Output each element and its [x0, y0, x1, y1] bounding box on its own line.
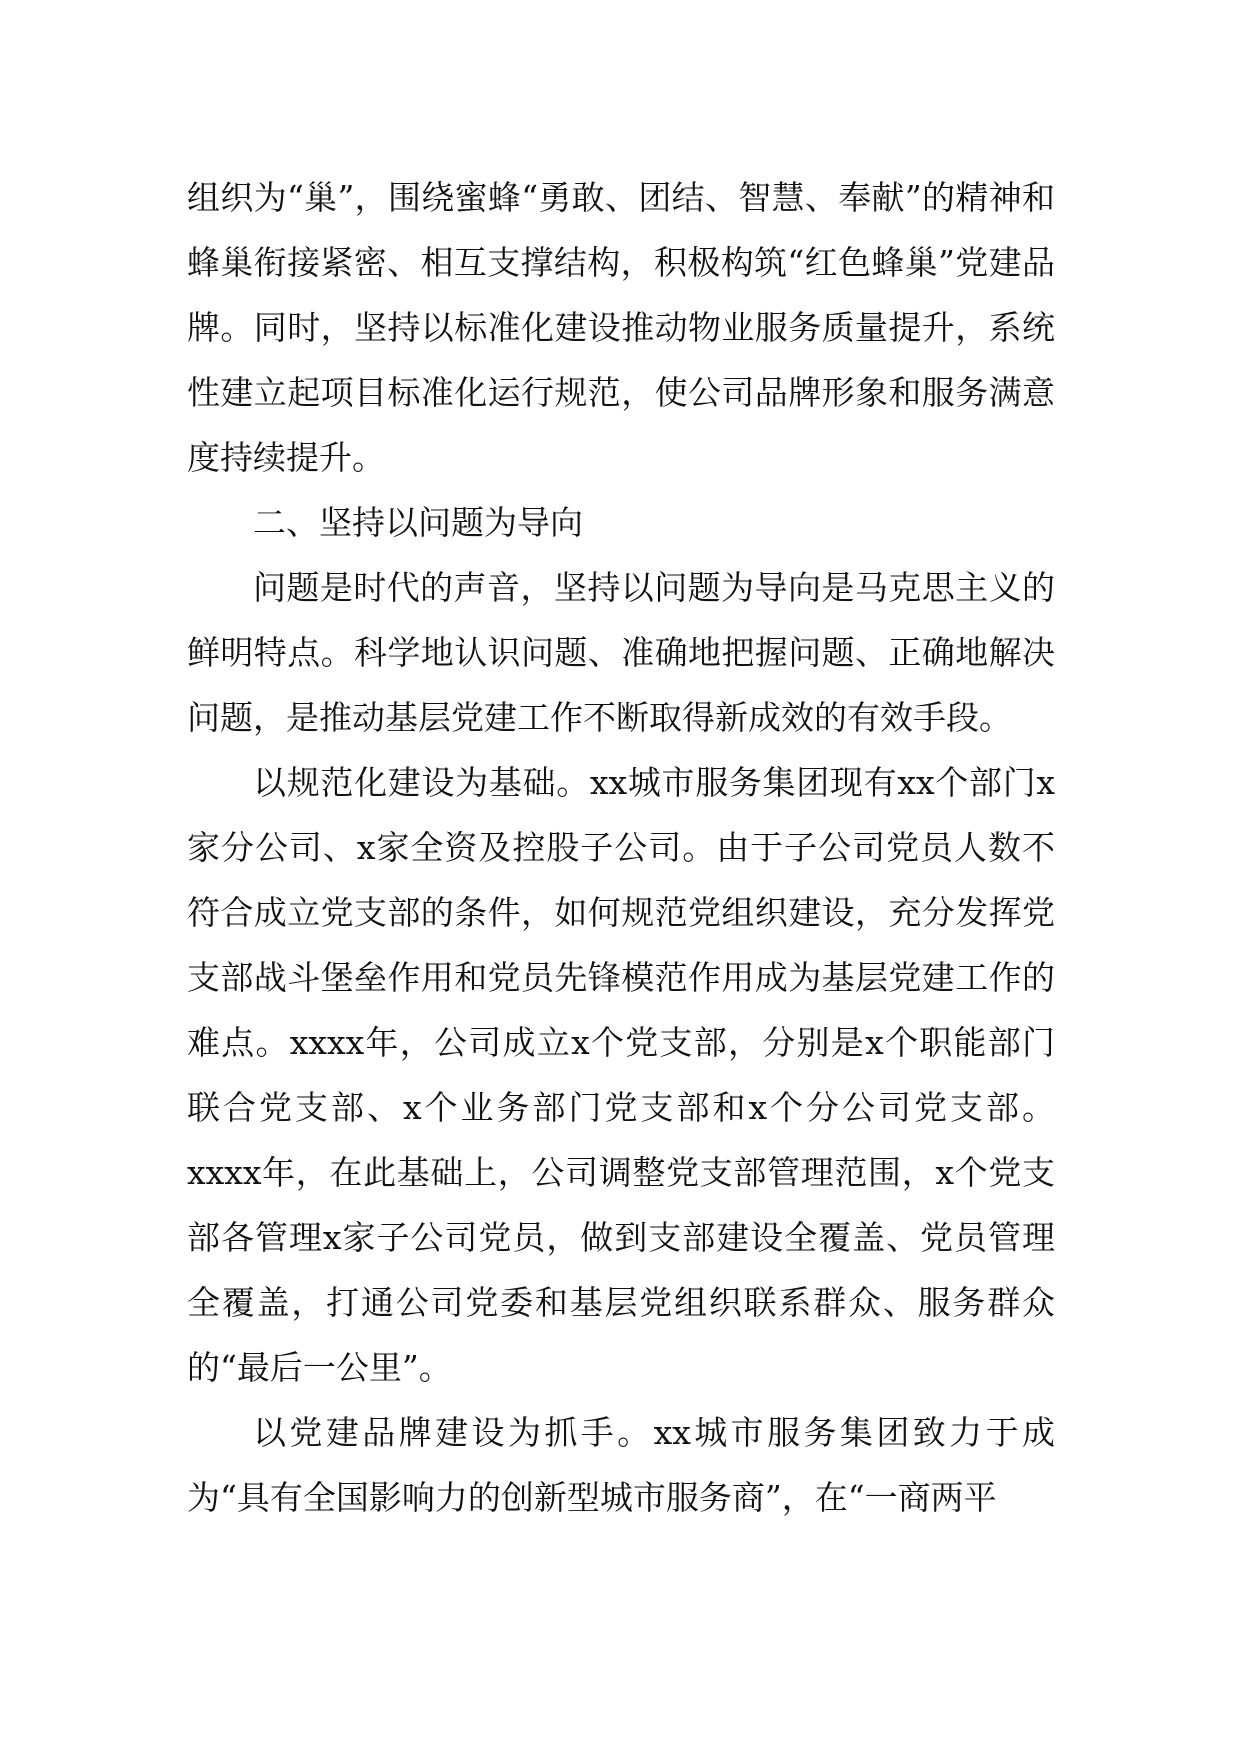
section-heading: 二、坚持以问题为导向 [253, 503, 583, 542]
paragraph-standardization: 以规范化建设为基础。xx城市服务集团现有xx个部门x家分公司、x家全资及控股子公司。由于子公司党员人数不符合成立党支部的条件，如何规范党组织建设，充分发挥党支部战斗堡垒作用和党员先锋模范作用成为基层党建工作的难点。xxxx年，公司成立x个党支部，分别是x个职能部门联合党支部、x个业务部门党支部和x个分公司党支部。xxxx年，在此基础上，公司调整党支部管理范围，x个党支部各管理x家子公司党员，做到支部建设全覆盖、党员管理全覆盖，打通公司党委和基层党组织联系群众、服务群众的“最后一公里”。 [187, 763, 1055, 1387]
paragraph-problem-orientation: 问题是时代的声音，坚持以问题为导向是马克思主义的鲜明特点。科学地认识问题、准确地把握问题、正确地解决问题，是推动基层党建工作不断取得新成效的有效手段。 [187, 568, 1055, 737]
document-body [187, 165, 1055, 1530]
paragraph-continuation: 组织为“巢”，围绕蜜蜂“勇敢、团结、智慧、奉献”的精神和蜂巢衔接紧密、相互支撑结构，积极构筑“红色蜂巢”党建品牌。同时，坚持以标准化建设推动物业服务质量提升，系统性建立起项目标准化运行规范，使公司品牌形象和服务满意度持续提升。 [187, 178, 1055, 477]
paragraph-brand-building: 以党建品牌建设为抓手。xx城市服务集团致力于成为“具有全国影响力的创新型城市服务商”，在“一商两平 [187, 1413, 1055, 1517]
